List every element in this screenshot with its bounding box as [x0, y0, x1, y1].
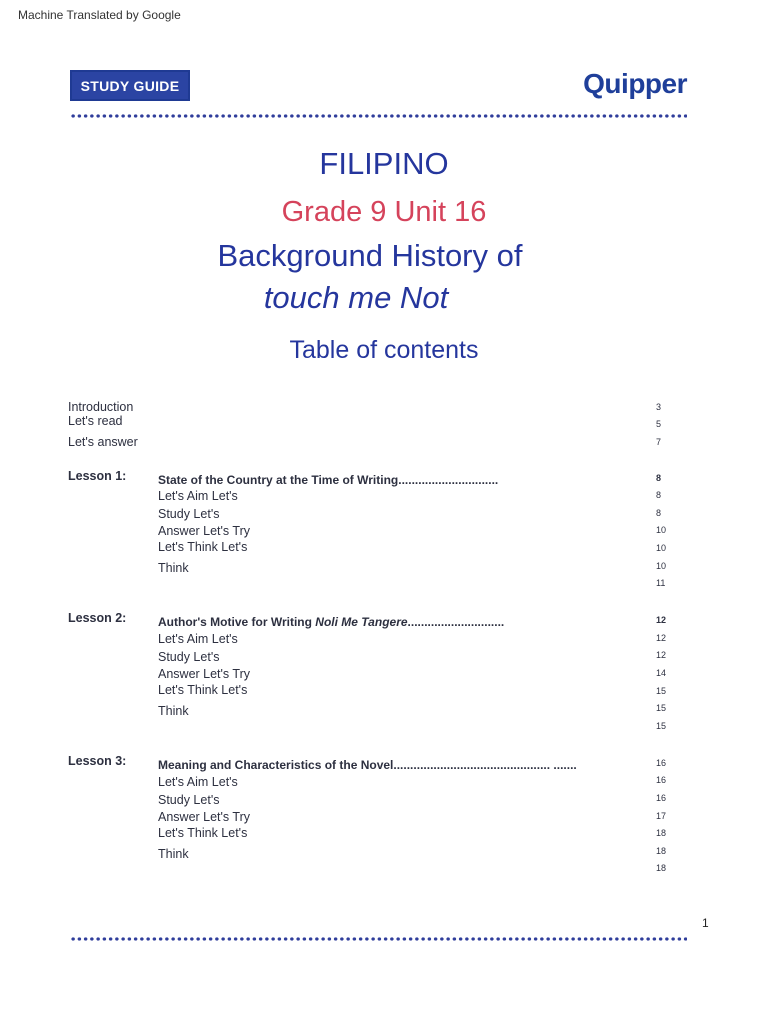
lesson-page: 14 [656, 668, 667, 678]
lesson-subitem: Think [158, 561, 189, 575]
lesson-page: 17 [656, 811, 667, 821]
topic-title-line1: Background History of [217, 238, 523, 273]
lesson-page: 12 [656, 615, 667, 625]
subject-title: FILIPINO [319, 146, 449, 181]
lesson-subitem: Think [158, 847, 189, 861]
lesson-subitem: Let's Aim Let's [158, 775, 238, 789]
lesson-subitem: Answer Let's Try [158, 810, 250, 824]
page-number: 1 [702, 916, 709, 930]
lesson-label: Lesson 1: [68, 469, 127, 483]
toc-intro-label: Let's answer [68, 435, 138, 449]
lesson-page: 15 [656, 686, 667, 696]
lesson-subitem: Let's Think Let's [158, 683, 248, 697]
lesson-page: 15 [656, 703, 667, 713]
lesson-title: State of the Country at the Time of Writing.............................. [158, 473, 499, 487]
lesson-page: 16 [656, 775, 667, 785]
quipper-logo: Quipper [583, 68, 687, 99]
lesson-subitem: Study Let's [158, 650, 220, 664]
toc-intro-page: 5 [656, 419, 662, 429]
lesson-page: 10 [656, 561, 667, 571]
grade-unit-title: Grade 9 Unit 16 [281, 196, 487, 228]
lesson-page: 8 [656, 490, 662, 500]
lesson-subitem: Let's Aim Let's [158, 489, 238, 503]
lesson-label: Lesson 2: [68, 611, 127, 625]
lesson-title: Meaning and Characteristics of the Novel............................................... ....... [158, 758, 577, 772]
toc-intro-page: 7 [656, 437, 662, 447]
lesson-label: Lesson 3: [68, 754, 127, 768]
lesson-page: 12 [656, 633, 667, 643]
lesson-page: 8 [656, 473, 662, 483]
toc-heading: Table of contents [289, 336, 479, 364]
lesson-subitem: Answer Let's Try [158, 667, 250, 681]
lesson-subitem: Let's Think Let's [158, 540, 248, 554]
toc-intro-label: Introduction [68, 400, 134, 414]
lesson-page: 18 [656, 863, 667, 873]
topic-title-line2: touch me Not [263, 280, 449, 315]
lesson-page: 10 [656, 525, 667, 535]
lesson-subitem: Let's Think Let's [158, 826, 248, 840]
lesson-subitem: Study Let's [158, 507, 220, 521]
lesson-page: 16 [656, 793, 667, 803]
lesson-page: 18 [656, 846, 667, 856]
lesson-page: 8 [656, 508, 662, 518]
lesson-page: 18 [656, 828, 667, 838]
toc-intro-label: Let's read [68, 414, 123, 428]
lesson-page: 16 [656, 758, 667, 768]
study-guide-badge: STUDY GUIDE [70, 70, 190, 101]
lesson-page: 15 [656, 721, 667, 731]
lesson-page: 10 [656, 543, 667, 553]
lesson-subitem: Study Let's [158, 793, 220, 807]
lesson-title: Author's Motive for Writing Noli Me Tangere............................. [158, 615, 505, 629]
lesson-subitem: Let's Aim Let's [158, 632, 238, 646]
lesson-subitem: Think [158, 704, 189, 718]
toc-intro-page: 3 [656, 402, 662, 412]
bottom-dotted-divider [70, 937, 687, 941]
lesson-subitem: Answer Let's Try [158, 524, 250, 538]
lesson-page: 12 [656, 650, 667, 660]
machine-translated-note: Machine Translated by Google [18, 8, 181, 22]
top-dotted-divider [70, 114, 687, 118]
lesson-page: 11 [656, 578, 666, 588]
